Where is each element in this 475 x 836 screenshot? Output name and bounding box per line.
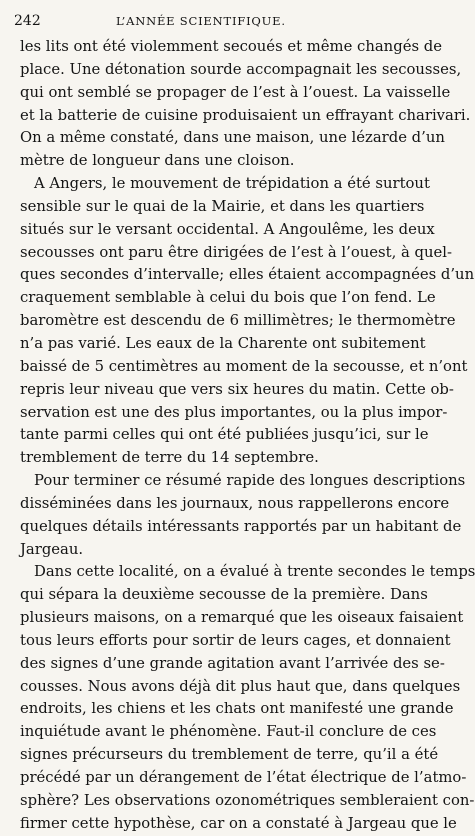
- text-line: précédé par un dérangement de l’état électrique de l’atmo-: [20, 769, 467, 786]
- text-line: sensible sur le quai de la Mairie, et dans les quartiers: [20, 197, 425, 215]
- text-line: qui sépara la deuxième secousse de la première. Dans: [20, 586, 428, 604]
- text-line: des signes d’une grande agitation avant l’arrivée des se-: [20, 654, 445, 672]
- text-line: tante parmi celles qui ont été publiées jusqu’ici, sur le: [20, 426, 429, 444]
- text-line: firmer cette hypothèse, car on a constaté à Jargeau que le: [20, 814, 457, 832]
- text-line: craquement semblable à celui du bois que l’on fend. Le: [20, 289, 436, 307]
- text-line: Dans cette localité, on a évalué à trente secondes le temps: [34, 563, 475, 581]
- text-line: endroits, les chiens et les chats ont manifesté une grande: [20, 700, 454, 718]
- text-line: qui ont semblé se propager de l’est à l’ouest. La vaisselle: [20, 83, 451, 101]
- text-line: tous leurs efforts pour sortir de leurs cages, et donnaient: [20, 631, 451, 649]
- text-line: servation est une des plus importantes, ou la plus impor-: [20, 403, 448, 421]
- text-line: Jargeau.: [20, 540, 84, 558]
- text-line: disséminées dans les journaux, nous rappellerons encore: [20, 494, 450, 512]
- text-line: ques secondes d’intervalle; elles étaient accompagnées d’un: [20, 266, 475, 284]
- text-line: Pour terminer ce résumé rapide des longues descriptions: [34, 472, 466, 490]
- running-title: L’ANNÉE SCIENTIFIQUE.: [116, 14, 286, 28]
- page-number: 242: [14, 13, 41, 29]
- text-line: baromètre est descendu de 6 millimètres; le thermomètre: [20, 312, 456, 330]
- text-line: et la batterie de cuisine produisaient un effrayant charivari.: [20, 106, 471, 124]
- text-line: secousses ont paru être dirigées de l’est à l’ouest, à quel-: [20, 243, 453, 261]
- text-line: repris leur niveau que vers six heures du matin. Cette ob-: [20, 380, 454, 398]
- text-line: inquiétude avant le phénomène. Faut-il conclure de ces: [20, 723, 437, 741]
- text-line: baissé de 5 centimètres au moment de la secousse, et n’ont: [20, 357, 468, 375]
- text-line: signes précurseurs du tremblement de terre, qu’il a été: [20, 746, 439, 764]
- text-line: quelques détails intéressants rapportés par un habitant de: [20, 517, 462, 535]
- text-line: mètre de longueur dans une cloison.: [20, 152, 295, 170]
- text-line: place. Une détonation sourde accompagnait les secousses,: [20, 60, 462, 78]
- text-line: tremblement de terre du 14 septembre.: [20, 449, 319, 467]
- text-line: A Angers, le mouvement de trépidation a été surtout: [34, 175, 430, 193]
- text-line: situés sur le versant occidental. A Angoulême, les deux: [20, 220, 435, 238]
- page-header: [14, 12, 398, 30]
- text-line: les lits ont été violemment secoués et même changés de: [20, 38, 442, 55]
- text-line: sphère? Les observations ozonométriques sembleraient con-: [20, 791, 475, 809]
- text-line: cousses. Nous avons déjà dit plus haut que, dans quelques: [20, 677, 461, 695]
- text-line: n’a pas varié. Les eaux de la Charente ont subitement: [20, 334, 426, 352]
- text-line: plusieurs maisons, on a remarqué que les oiseaux faisaient: [20, 609, 464, 627]
- text-line: On a même constaté, dans une maison, une lézarde d’un: [20, 129, 445, 147]
- body-text: [20, 36, 475, 836]
